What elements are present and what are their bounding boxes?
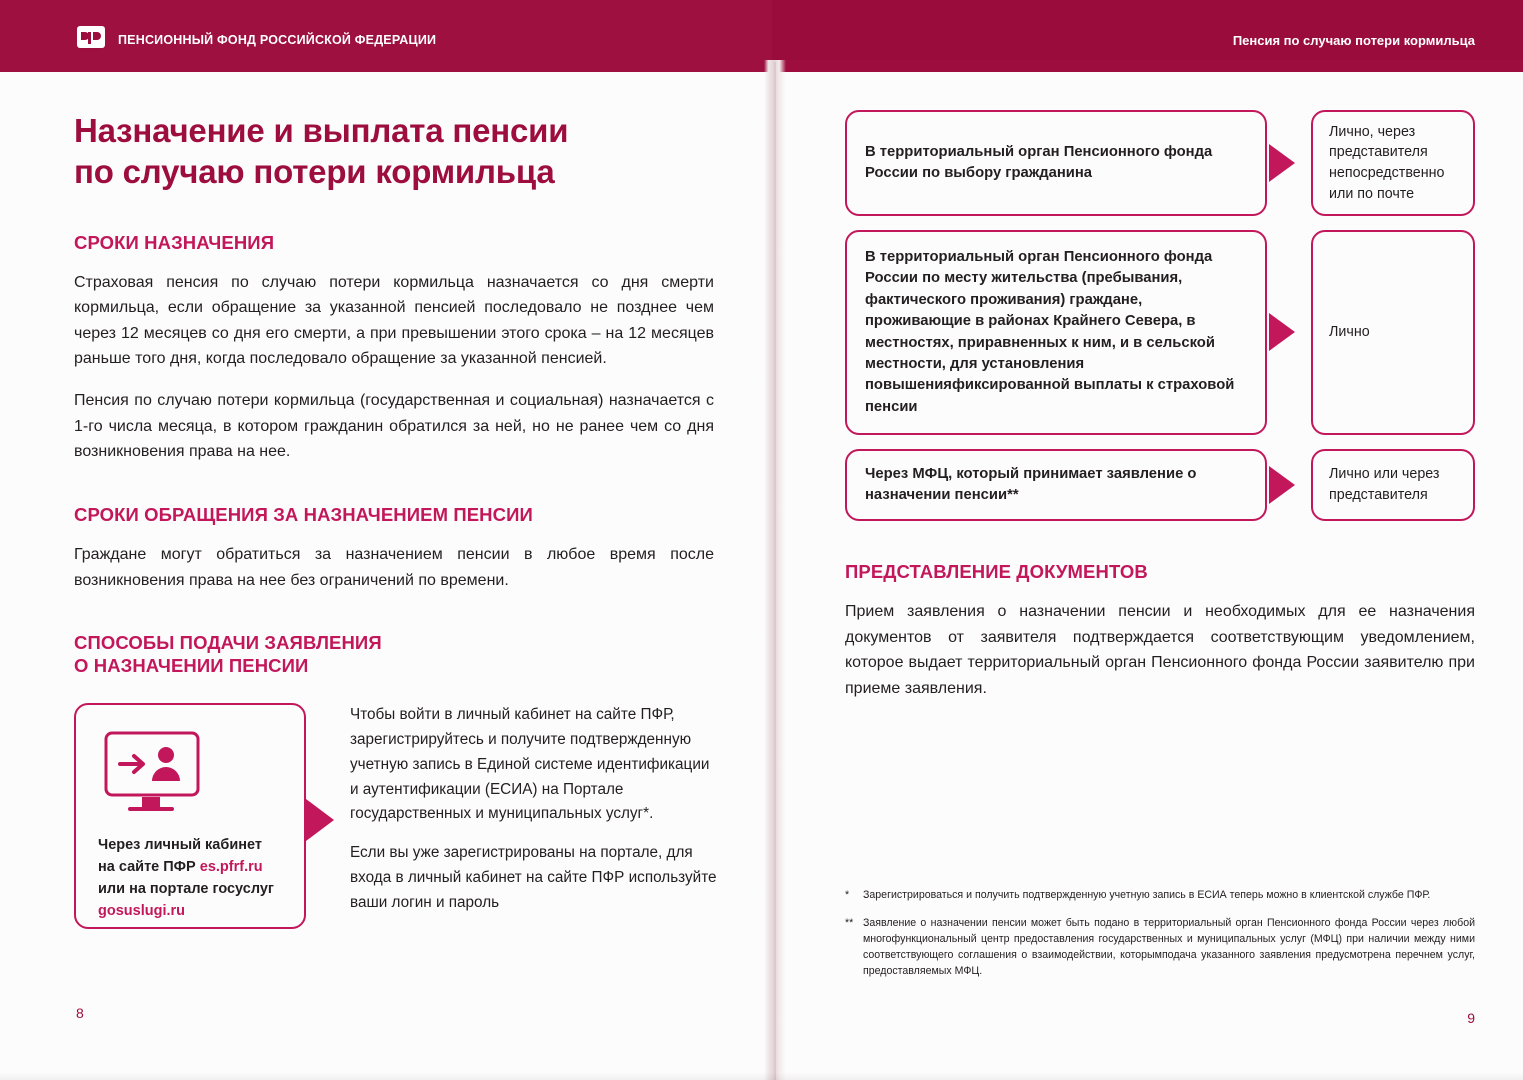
flow-result-1: Лично, через представителя непосредственно или по почте <box>1311 110 1475 216</box>
paragraph-terms-2: Пенсия по случаю потери кормильца (государственная и социальная) назначается с 1-го числа месяца, в котором гражданин обратился за ней, но не ранее чем со дня возникновения права на нее. <box>74 392 714 461</box>
page-number-right: 9 <box>1467 1010 1475 1026</box>
flow-row-2 <box>845 230 1475 435</box>
caption-line2-prefix: на сайте ПФР <box>98 859 200 876</box>
footnotes <box>845 888 1475 991</box>
login-instructions <box>350 703 718 915</box>
flow-source-1: В территориальный орган Пенсионного фонда России по выбору гражданина <box>845 110 1267 216</box>
section-heading-application-terms: СРОКИ ОБРАЩЕНИЯ ЗА НАЗНАЧЕНИЕМ ПЕНСИИ <box>74 503 533 525</box>
header-section-title: Пенсия по случаю потери кормильца <box>1232 33 1475 48</box>
caption-line1: Через личный кабинет <box>98 837 262 854</box>
book-spine-line <box>774 62 776 1080</box>
paper-edge-shadow <box>0 1072 1523 1080</box>
footnote-1 <box>845 888 1475 904</box>
flow-result-2: Лично <box>1311 230 1475 435</box>
user-login-monitor-icon <box>104 731 200 822</box>
submission-heading-line2: О НАЗНАЧЕНИИ ПЕНСИИ <box>74 655 309 677</box>
paragraph-terms-1: Страховая пенсия по случаю потери кормильца назначается со дня смерти кормильца, если обращение за указанной пенсией последовало не позднее чем через 12 месяцев со дня его смерти, а при превышении этого срока – на 12 месяцев раньше того дня, когда последовало обращение за указанной пенсией. <box>74 273 714 368</box>
footnote-2-mark: ** <box>845 916 854 929</box>
paragraph-application-terms-1: Граждане могут обратиться за назначением пенсии в любое время после возникновения права на нее без ограничений по времени. <box>74 545 714 589</box>
right-arrow-icon <box>1269 466 1295 504</box>
header-org-title: ПЕНСИОННЫЙ ФОНД РОССИЙСКОЙ ФЕДЕРАЦИИ <box>118 33 437 47</box>
flow-result-3: Лично или через представителя <box>1311 449 1475 521</box>
section-heading-submission <box>74 631 714 677</box>
login-instruction-1: Чтобы войти в личный кабинет на сайте ПФР, зарегистрируйтесь и получите подтвержденную учетную запись в Единой системе идентификации и аутентификации (ЕСИА) на Портале государственных и муниципальных услуг*. <box>350 706 710 823</box>
footnote-2 <box>845 916 1475 980</box>
section-heading-documents: ПРЕДСТАВЛЕНИЕ ДОКУМЕНТОВ <box>845 561 1148 582</box>
flow-row-1 <box>845 110 1475 216</box>
page-header <box>0 0 1523 72</box>
page-title <box>74 110 714 193</box>
personal-account-caption <box>98 835 298 922</box>
caption-line3: или на портале госуслуг <box>98 880 274 897</box>
right-arrow-icon <box>306 799 334 841</box>
right-arrow-icon <box>1269 144 1295 182</box>
page-title-line1: Назначение и выплата пенсии <box>74 112 569 149</box>
footnote-1-mark: * <box>845 889 850 901</box>
page-title-line2: по случаю потери кормильца <box>74 153 555 191</box>
paragraph-documents: Прием заявления о назначении пенсии и необходимых для ее назначения документов от заявителя подтверждается соответствующим уведомлением, которое выдает территориальный орган Пенсионного фонда России заявителю при приеме заявления. <box>845 603 1475 697</box>
footnote-2-text: Заявление о назначении пенсии может быть подано в территориальный орган Пенсионного фонда России через любой многофункциональный центр предоставления государственных и муниципальных услуг (МФЦ) при наличии между ними соответствующего соглашения о взаимодействии, которымподача указанного заявления предусмотрена перечнем услуг, предоставляемых МФЦ. <box>863 916 1475 977</box>
flow-source-3: Через МФЦ, который принимает заявление о назначении пенсии** <box>845 449 1267 521</box>
footnote-1-text: Зарегистрироваться и получить подтвержденную учетную запись в ЕСИА теперь можно в клиентской службе ПФР. <box>863 889 1431 901</box>
gosuslugi-link[interactable]: gosuslugi.ru <box>98 902 185 919</box>
login-instruction-2: Если вы уже зарегистрированы на портале, для входа в личный кабинет на сайте ПФР используйте ваши логин и пароль <box>350 844 717 911</box>
section-heading-terms: СРОКИ НАЗНАЧЕНИЯ <box>74 231 275 253</box>
right-arrow-icon <box>1269 313 1295 351</box>
pfr-logo-icon <box>76 23 106 53</box>
left-page-content <box>74 110 717 929</box>
page-number-left: 8 <box>76 1005 84 1021</box>
flow-row-3 <box>845 449 1475 521</box>
right-page-content <box>845 110 1475 701</box>
flow-source-2: В территориальный орган Пенсионного фонда России по месту жительства (пребывания, фактического проживания) граждане, проживающие в районах Крайнего Севера, в местностях, приравненных к ним, и в сельской местности, для установления повышенияфиксированной выплаты к страховой пенсии <box>845 230 1267 435</box>
personal-account-card <box>74 703 306 929</box>
login-methods-block <box>74 703 717 929</box>
submission-heading-line1: СПОСОБЫ ПОДАЧИ ЗАЯВЛЕНИЯ <box>74 632 382 654</box>
pfr-site-link[interactable]: es.pfrf.ru <box>199 859 263 876</box>
header-right-band <box>772 0 1523 60</box>
